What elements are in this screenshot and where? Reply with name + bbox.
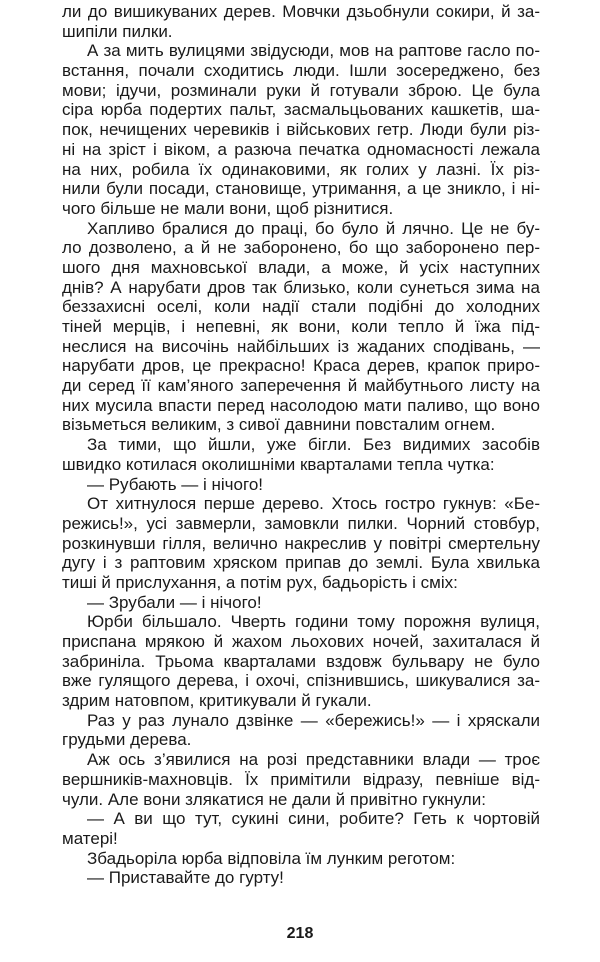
text-line: — Приставайте до гурту! [87, 868, 284, 888]
text-line: чули. Але вони злякатися не дали й привітно гукнули: [62, 789, 486, 809]
text-line: ли до вишикуваних дерев. Мовчки дзьобнули сокири, й за- [62, 2, 540, 21]
text-line: За тими, що йшли, уже бігли. Без видимих засобів [87, 435, 540, 455]
text-line: пок, нечищених черевиків і військових гетр. Люди були різ- [62, 120, 540, 140]
text-line: Аж ось з’явилися на розі представники влади — троє [87, 750, 540, 770]
text-line: А за мить вулицями звідусюди, мов на раптове гасло по- [87, 41, 540, 61]
paragraph [62, 809, 540, 848]
paragraph [62, 41, 540, 218]
text-line: тиші й прислухання, а потім рух, бадьорість і сміх: [62, 572, 458, 592]
text-line: днів? А нарубати дров так близько, коли сунеться зима на [62, 277, 540, 297]
text-line: них мусила впасти перед насолодою мати паливо, що воно [62, 395, 540, 415]
text-line: сіра юрба подертих пальт, засмальцьованих кашкетів, ша- [62, 100, 540, 120]
text-line: дугу і з раптовим хряском припав до землі. Була хвилька [62, 553, 540, 573]
text-line: шого дня махновської влади, а може, й усіх наступних [62, 257, 540, 277]
text-line: режись!», усі завмерли, замовкли пилки. Чорний стовбур, [62, 513, 540, 533]
text-line: нарубати дров, це прекрасно! Краса дерев, крапок приро- [62, 356, 540, 376]
paragraph [62, 849, 540, 869]
paragraph [62, 711, 540, 750]
text-line: візьметься великим, з сивої давнини повсталим огнем. [62, 415, 496, 435]
page-number: 218 [286, 925, 314, 942]
text-line: шипіли пилки. [62, 21, 173, 41]
text-line: беззахисні оселі, коли надії стали подібні до холодних [62, 297, 540, 317]
page-body-text [62, 2, 540, 888]
text-line: чого більше не мали вони, щоб різнитися. [62, 198, 394, 218]
text-line: встання, почали сходитись люди. Ішли зосереджено, без [62, 61, 540, 81]
text-line: нили були посади, становище, утримання, а це зникло, і ні- [62, 179, 540, 199]
text-line: мови; ідучи, розминали руки й готували зброю. Це була [62, 80, 540, 100]
text-line: вже гулящого дерева, і охочі, спізнившись, шикувалися за- [62, 671, 540, 691]
text-line: здрим натовпом, критикували й гукали. [62, 691, 372, 711]
text-line: тіней мерців, і непевні, як вони, коли тепло й їжа під- [62, 317, 540, 336]
paragraph [62, 593, 540, 613]
paragraph [62, 868, 540, 888]
text-line: — Рубають — і нічого! [87, 474, 264, 494]
paragraph [62, 475, 540, 495]
paragraph [62, 219, 540, 436]
text-line: грудьми дерева. [62, 730, 192, 750]
text-line: ло дозволено, а й не заборонено, бо що заборонено пер- [62, 238, 540, 258]
text-line: на них, робила їх одинаковими, як голих у лазні. Їх різ- [62, 159, 540, 179]
text-line: неслися на височінь найбільших із жаданих сподівань, — [62, 336, 540, 356]
text-line: забриніла. Трьома кварталами вздовж бульвару не було [62, 651, 540, 671]
text-line: Хапливо бралися до праці, бо було й лячно. Це не бу- [87, 218, 540, 238]
text-line: приспана мрякою й жахом льохових ночей, захиталася й [62, 632, 540, 651]
paragraph [62, 750, 540, 809]
text-line: Юрби більшало. Чверть години тому порожня вулиця, [87, 612, 540, 632]
text-line: — А ви що тут, сукині сини, робите? Геть к чортовій [87, 809, 540, 829]
paragraph [62, 435, 540, 474]
text-line: розкинувши гілля, велично накреслив у повітрі смертельну [62, 533, 540, 553]
text-line: Раз у раз лунало дзвінке — «бережись!» — і хряскали [87, 710, 540, 730]
paragraph [62, 612, 540, 710]
paragraph [62, 2, 540, 41]
text-line: ди серед її кам’яного заперечення й майбутнього листу на [62, 376, 540, 396]
text-line: матері! [62, 828, 118, 848]
text-line: вершників-махновців. Їх примітили відразу, певніше від- [62, 769, 540, 789]
paragraph [62, 494, 540, 592]
text-line: швидко котилася околишніми кварталами тепла чутка: [62, 454, 495, 474]
text-line: ні на зріст і віком, а разюча печатка одномасності лежала [62, 139, 540, 159]
text-line: — Зрубали — і нічого! [87, 592, 262, 612]
text-line: Збадьоріла юрба відповіла їм лунким реготом: [87, 848, 456, 868]
text-line: От хитнулося перше дерево. Хтось гостро гукнув: «Бе- [87, 494, 540, 514]
